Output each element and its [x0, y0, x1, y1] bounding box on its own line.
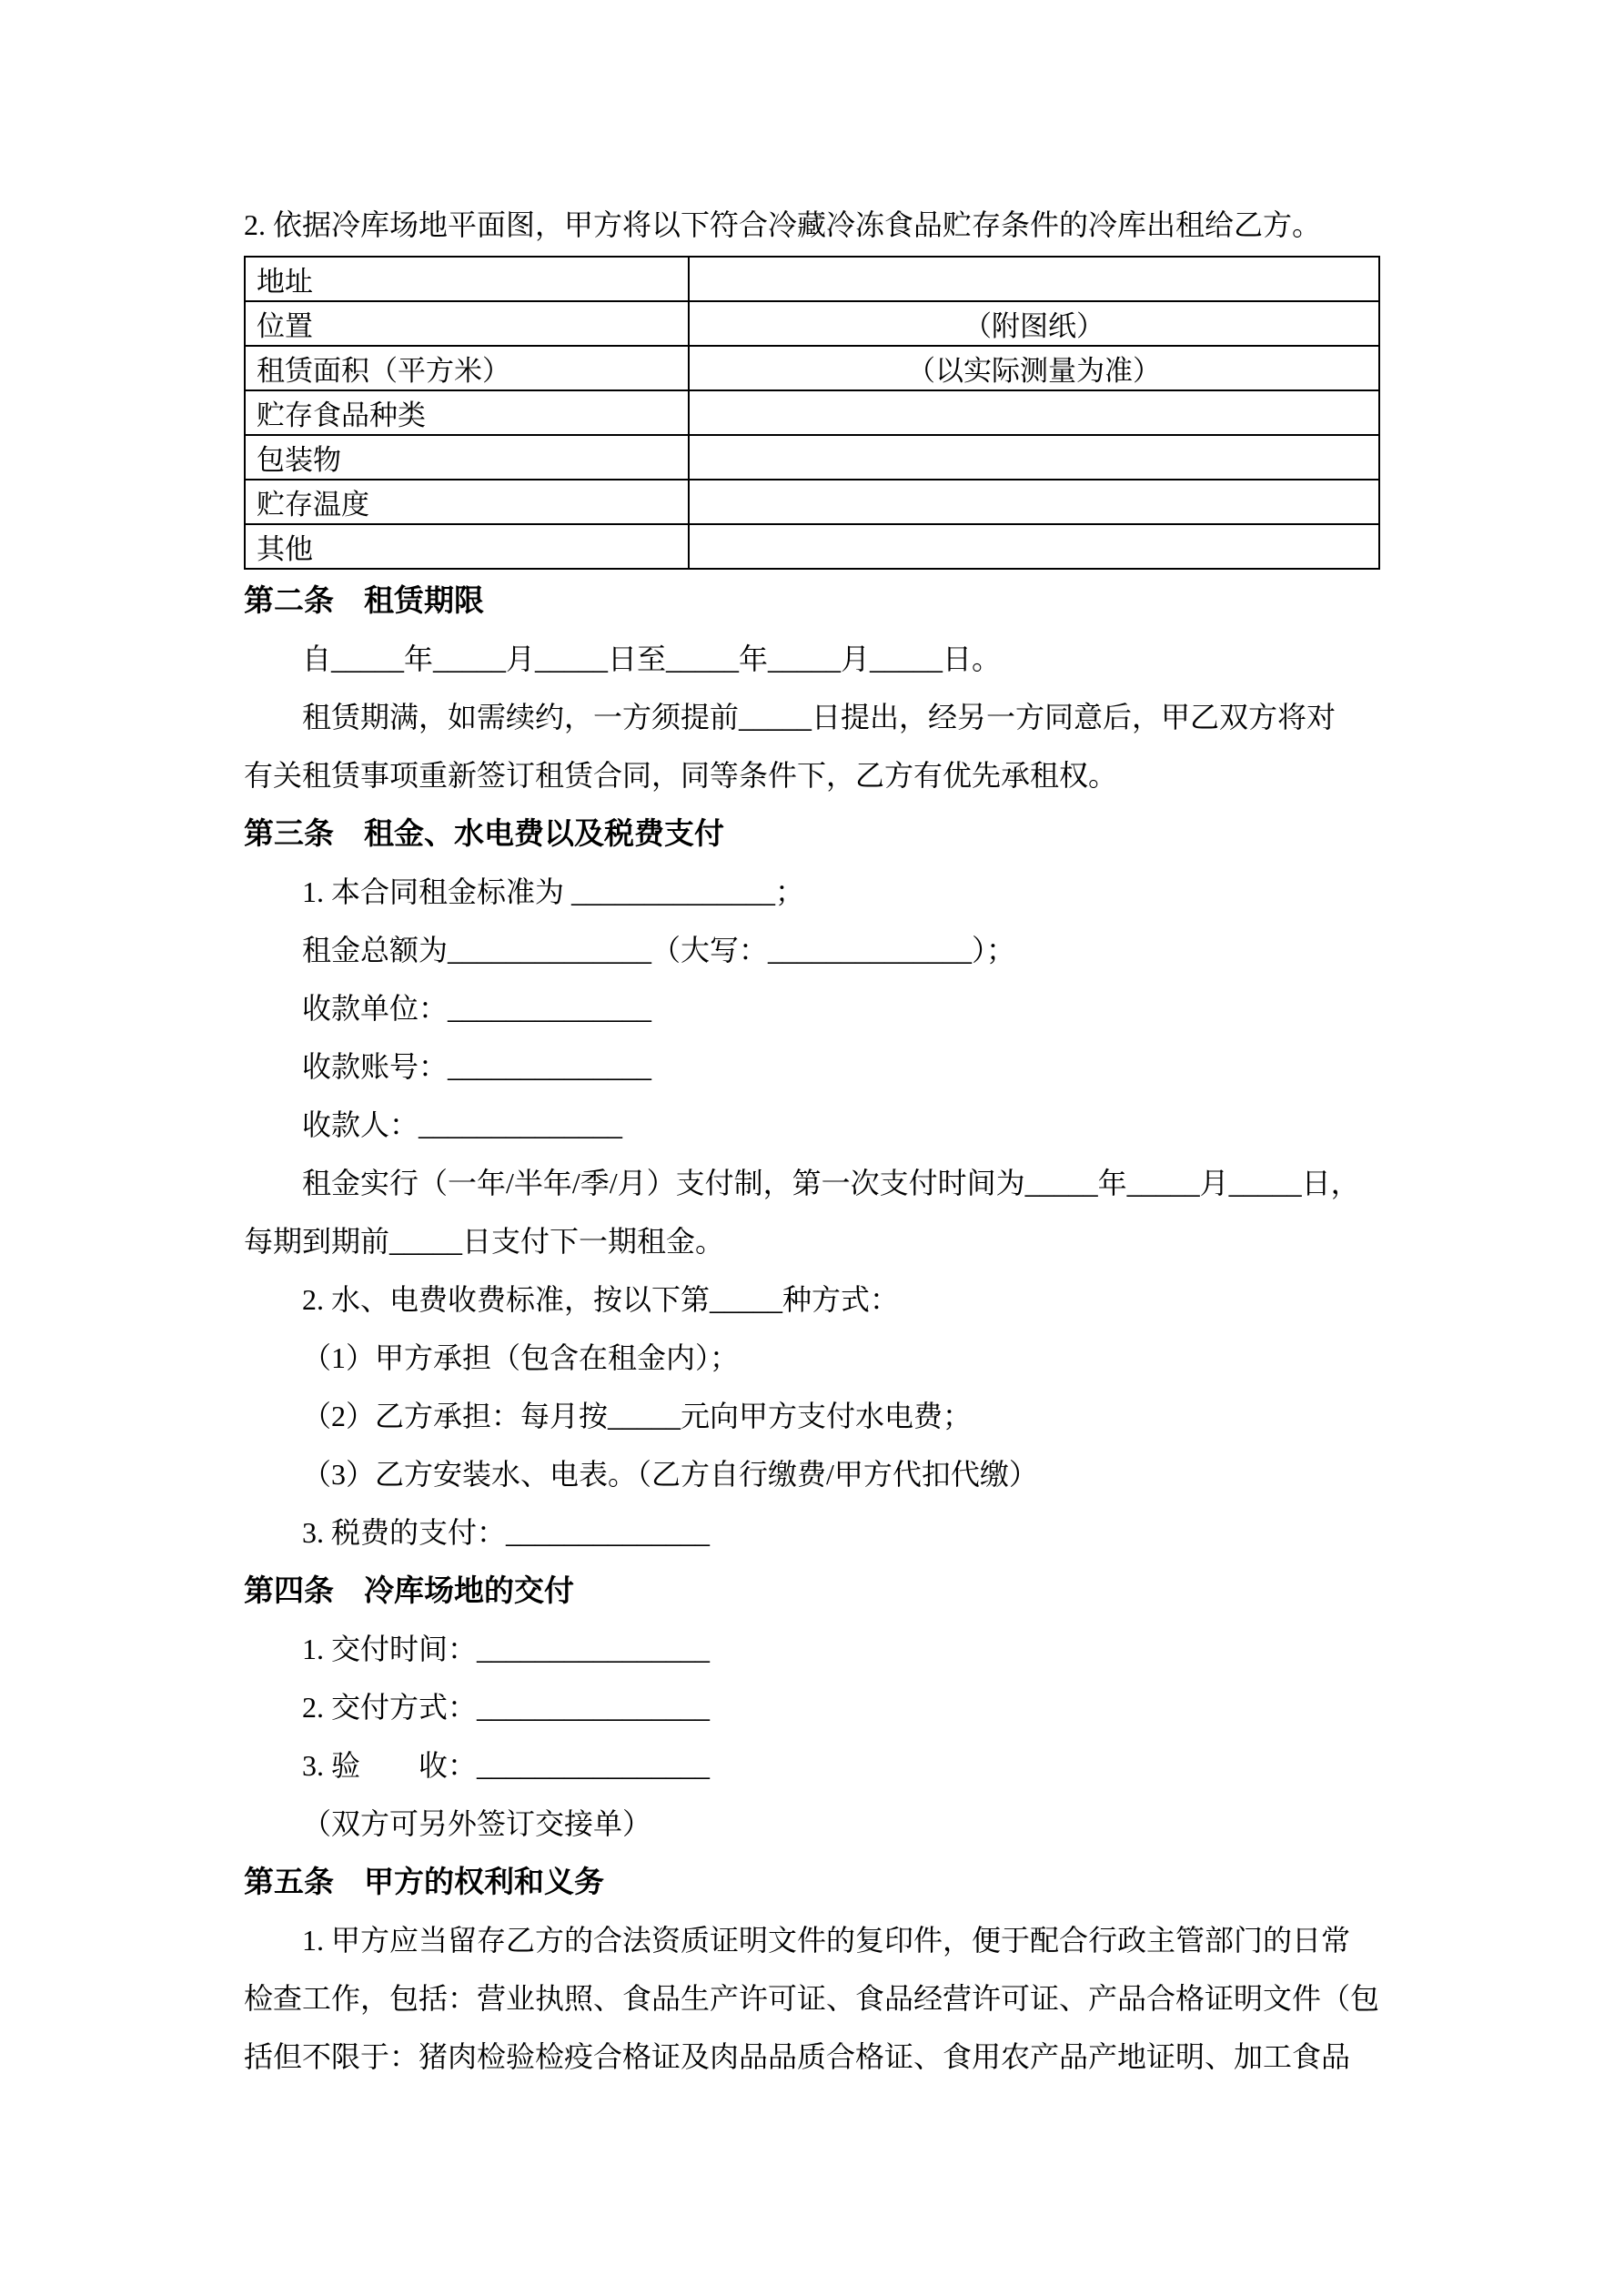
- contract-content: [244, 196, 1380, 2086]
- article-3-line-12: 3. 税费的支付：______________: [302, 1516, 711, 1549]
- article-3-line-11: （3）乙方安装水、电表。（乙方自行缴费/甲方代扣代缴）: [302, 1458, 1038, 1491]
- article-4-line-2: 2. 交付方式：________________: [302, 1691, 711, 1724]
- table-row-address: [245, 257, 1379, 301]
- article-3-line-4: 收款账号：______________: [302, 1050, 652, 1083]
- row-value-packaging: [689, 435, 1379, 480]
- row-label-food-types: 贮存食品种类: [245, 390, 689, 435]
- article-2-heading: 第二条 租赁期限: [244, 583, 484, 617]
- row-value-food-types: [689, 390, 1379, 435]
- article-3-line-2: 租金总额为______________（大写：______________）；: [302, 934, 1016, 966]
- table-row-other: [245, 524, 1379, 569]
- row-label-address: 地址: [245, 257, 689, 301]
- row-value-location: （附图纸）: [689, 301, 1379, 346]
- table-row-location: [245, 301, 1379, 346]
- article-3-line-6: 租金实行（一年/半年/季/月）支付制，第一次支付时间为_____年_____月_____日，: [302, 1167, 1360, 1199]
- row-value-other: [689, 524, 1379, 569]
- article-3-line-10: （2）乙方承担：每月按_____元向甲方支付水电费；: [302, 1400, 973, 1432]
- article-3-line-9: （1）甲方承担（包含在租金内）；: [302, 1341, 740, 1374]
- row-label-storage-temperature: 贮存温度: [245, 480, 689, 524]
- article-2-line-3: 有关租赁事项重新签订租赁合同，同等条件下，乙方有优先承租权。: [244, 759, 1118, 792]
- article-3-line-8: 2. 水、电费收费标准，按以下第_____种方式：: [302, 1283, 900, 1316]
- article-4-line-3: 3. 验 收：________________: [302, 1749, 711, 1782]
- table-row-food-types: [245, 390, 1379, 435]
- row-value-address: [689, 257, 1379, 301]
- article-3-line-1: 1. 本合同租金标准为 ______________；: [302, 875, 805, 908]
- article-2-line-2: 租赁期满，如需续约，一方须提前_____日提出，经另一方同意后，甲乙双方将对: [302, 701, 1337, 733]
- article-5-line-3: 括但不限于：猪肉检验检疫合格证及肉品品质合格证、食用农产品产地证明、加工食品: [244, 2040, 1351, 2073]
- table-row-packaging: [245, 435, 1379, 480]
- article-4-line-4: （双方可另外签订交接单）: [302, 1807, 652, 1840]
- row-label-location: 位置: [245, 301, 689, 346]
- row-value-storage-temperature: [689, 480, 1379, 524]
- article-5-heading: 第五条 甲方的权利和义务: [244, 1865, 604, 1898]
- article-5-line-1: 1. 甲方应当留存乙方的合法资质证明文件的复印件，便于配合行政主管部门的日常: [302, 1924, 1351, 1957]
- row-label-leased-area: 租赁面积（平方米）: [245, 346, 689, 390]
- article-5-line-2: 检查工作，包括：营业执照、食品生产许可证、食品经营许可证、产品合格证明文件（包: [244, 1982, 1380, 2015]
- article-3-line-3: 收款单位：______________: [302, 992, 652, 1025]
- row-label-packaging: 包装物: [245, 435, 689, 480]
- article-2-line-1: 自_____年_____月_____日至_____年_____月_____日。: [302, 642, 1002, 675]
- article-4-line-1: 1. 交付时间：________________: [302, 1633, 711, 1665]
- article-3-line-5: 收款人：______________: [302, 1108, 623, 1141]
- article-4-heading: 第四条 冷库场地的交付: [244, 1573, 574, 1607]
- storage-info-table: [244, 256, 1380, 570]
- row-label-other: 其他: [245, 524, 689, 569]
- clause-intro-line: 2. 依据冷库场地平面图，甲方将以下符合冷藏冷冻食品贮存条件的冷库出租给乙方。: [244, 208, 1322, 241]
- table-row-leased-area: [245, 346, 1379, 390]
- table-row-storage-temperature: [245, 480, 1379, 524]
- row-value-leased-area: （以实际测量为准）: [689, 346, 1379, 390]
- article-3-heading: 第三条 租金、水电费以及税费支付: [244, 816, 724, 850]
- article-3-line-7: 每期到期前_____日支付下一期租金。: [244, 1225, 725, 1258]
